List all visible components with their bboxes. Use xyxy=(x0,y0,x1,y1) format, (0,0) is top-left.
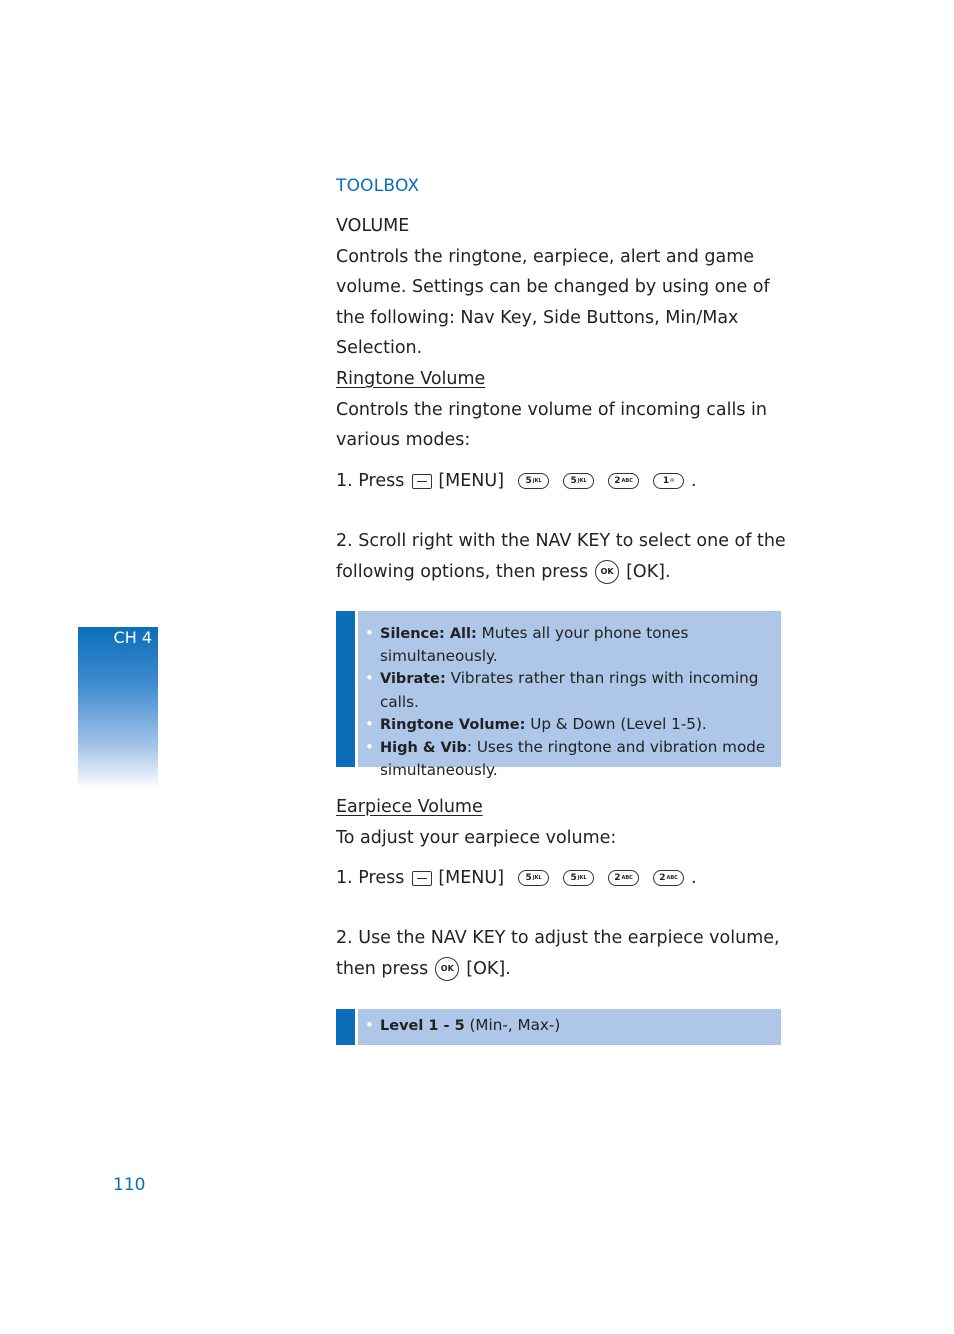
keypad-5-icon: 5 JKL xyxy=(563,473,594,489)
step1-suffix: . xyxy=(691,868,697,888)
list-item: • Silence: All: Mutes all your phone tones simultaneously. xyxy=(362,622,771,667)
list-item: • Level 1 - 5 (Min-, Max-) xyxy=(362,1014,771,1037)
earpiece-step2 xyxy=(336,923,786,984)
ringtone-step1 xyxy=(336,466,697,496)
page-number: 110 xyxy=(113,1175,146,1195)
keypad-2-icon: 2 ABC xyxy=(608,870,639,886)
earpiece-body: To adjust your earpiece volume: xyxy=(336,827,617,848)
list-item: • Ringtone Volume: Up & Down (Level 1-5). xyxy=(362,713,771,736)
earpiece-options-box xyxy=(336,1009,781,1045)
ringtone-body: Controls the ringtone volume of incoming calls in various modes: xyxy=(336,399,767,450)
chapter-label: CH 4 xyxy=(113,628,152,647)
step2-line2: following options, then press xyxy=(336,561,589,582)
ringtone-options-box xyxy=(336,611,781,780)
volume-section xyxy=(336,211,786,364)
earpiece-step1 xyxy=(336,863,697,893)
ringtone-options-list xyxy=(336,611,781,792)
step1-prefix: 1. Press xyxy=(336,471,405,491)
list-item: • Vibrate: Vibrates rather than rings with incoming calls. xyxy=(362,667,771,712)
chapter-tab xyxy=(78,627,158,789)
ringtone-step2 xyxy=(336,526,786,587)
keypad-2-icon: 2 ABC xyxy=(608,473,639,489)
keypad-5-icon: 5 JKL xyxy=(563,870,594,886)
ok-label: [OK]. xyxy=(466,958,511,979)
step1-suffix: . xyxy=(691,471,697,491)
ok-button-icon: OK xyxy=(595,560,619,584)
volume-body: Controls the ringtone, earpiece, alert and game volume. Settings can be changed by using one of the following: Nav Key, Side Buttons, Min/Max Selection. xyxy=(336,246,770,358)
section-title: TOOLBOX xyxy=(336,176,420,196)
step2-line2: then press xyxy=(336,958,429,979)
keypad-5-icon: 5 JKL xyxy=(518,473,549,489)
step2-line1: 2. Scroll right with the NAV KEY to select one of the xyxy=(336,531,786,551)
keypad-5-icon: 5 JKL xyxy=(518,870,549,886)
list-item: • High & Vib: Uses the ringtone and vibration mode simultaneously. xyxy=(362,736,771,781)
menu-label: [MENU] xyxy=(438,471,505,491)
step2-line1: 2. Use the NAV KEY to adjust the earpiece volume, xyxy=(336,928,780,948)
ringtone-section xyxy=(336,364,786,456)
keypad-2-icon: 2 ABC xyxy=(653,870,684,886)
ok-label: [OK]. xyxy=(626,561,671,582)
ringtone-heading: Ringtone Volume xyxy=(336,369,486,389)
volume-heading: VOLUME xyxy=(336,216,410,236)
earpiece-options-list xyxy=(336,1009,781,1042)
keypad-1-icon: 1 ✉ xyxy=(653,473,684,489)
earpiece-heading: Earpiece Volume xyxy=(336,797,483,817)
menu-softkey-icon xyxy=(412,474,432,489)
menu-softkey-icon xyxy=(412,871,432,886)
menu-label: [MENU] xyxy=(438,868,505,888)
step1-prefix: 1. Press xyxy=(336,868,405,888)
earpiece-section xyxy=(336,792,786,853)
ok-button-icon: OK xyxy=(435,957,459,981)
